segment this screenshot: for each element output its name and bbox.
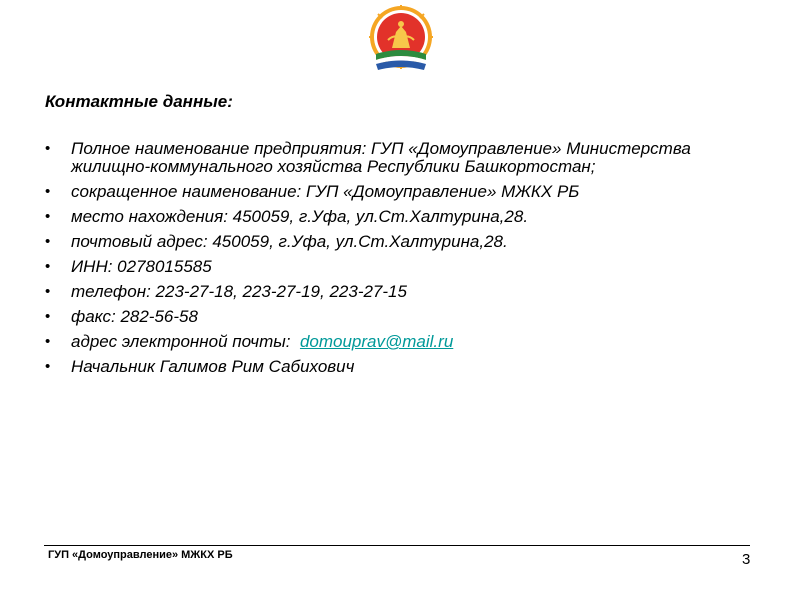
contacts-heading: Контактные данные: — [45, 92, 233, 111]
full-name-text: Полное наименование предприятия: ГУП «Домоуправление» Министерства жилищно-коммунального хозяйства Республики Башкортостан; — [71, 139, 691, 176]
footer-label: ГУП «Домоуправление» МЖКХ РБ — [48, 549, 233, 561]
short-name-text: сокращенное наименование: ГУП «Домоуправление» МЖКХ РБ — [71, 182, 580, 201]
list-item-director — [45, 358, 765, 376]
bullet-icon: • — [45, 283, 51, 300]
list-item-location — [45, 208, 765, 226]
location-text: место нахождения: 450059, г.Уфа, ул.Ст.Халтурина,28. — [71, 207, 529, 226]
bullet-icon: • — [45, 333, 51, 350]
list-item-short-name — [45, 183, 765, 201]
bullet-icon: • — [45, 308, 51, 325]
postal-text: почтовый адрес: 450059, г.Уфа, ул.Ст.Халтурина,28. — [71, 232, 508, 251]
bashkortostan-emblem-icon — [368, 4, 434, 76]
list-item-fax — [45, 308, 765, 326]
list-item-inn — [45, 258, 765, 276]
contact-list — [45, 140, 765, 383]
footer-divider — [44, 545, 750, 546]
list-item-postal — [45, 233, 765, 251]
bullet-icon: • — [45, 140, 51, 157]
bullet-icon: • — [45, 233, 51, 250]
phone-text: телефон: 223-27-18, 223-27-19, 223-27-15 — [71, 282, 407, 301]
bullet-icon: • — [45, 258, 51, 275]
email-link[interactable]: domouprav@mail.ru — [299, 332, 454, 351]
email-label: адрес электронной почты: — [71, 332, 300, 351]
bullet-icon: • — [45, 208, 51, 225]
bullet-icon: • — [45, 358, 51, 375]
page-number: 3 — [742, 551, 751, 568]
director-text: Начальник Галимов Рим Сабихович — [71, 357, 355, 376]
bullet-icon: • — [45, 183, 51, 200]
fax-text: факс: 282-56-58 — [71, 307, 198, 326]
list-item-email — [45, 333, 765, 351]
list-item-full-name — [45, 140, 765, 176]
list-item-phone — [45, 283, 765, 301]
inn-text: ИНН: 0278015585 — [71, 257, 212, 276]
